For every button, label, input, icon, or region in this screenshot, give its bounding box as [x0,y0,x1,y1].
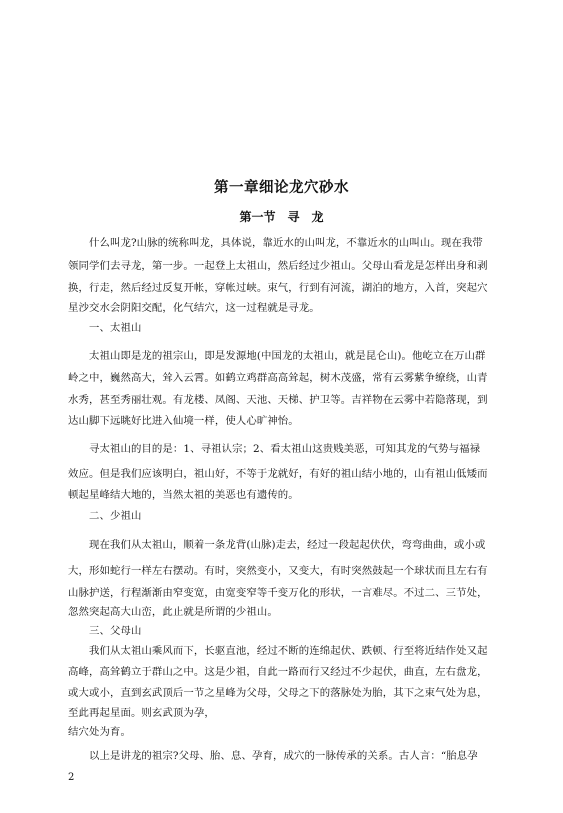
page-number: 2 [68,772,75,783]
body-line: 山脉护送，行程渐渐由窄变宽，由宽变窄等千变万化的形状，一言难尽。不过二、三节处， [68,587,488,599]
section-heading: 三、父母山 [68,625,142,637]
body-line: 什么叫龙?山脉的统称叫龙，具体说，靠近水的山叫龙，不靠近水的山叫山。现在我带 [68,237,483,249]
body-line: 星沙交水会阴阳交配，化气结穴，这一过程就是寻龙。 [68,302,320,314]
chapter-title: 第一章细论龙穴砂水 [214,179,349,196]
body-line: 高峰，高耸鹤立于群山之中。这是少祖，自此一路而行又经过不少起伏，曲直，左右盘龙， [68,666,488,678]
body-line: 至此再起星面。则玄武顶为孕， [68,707,215,719]
body-line: 水秀，甚至秀丽壮观。有龙楼、凤阁、天池、天梯、护卫等。吉祥物在云雾中若隐落现，到 [68,394,488,406]
body-line: 以上是讲龙的祖宗?父母、胎、息、孕育，成穴的一脉传承的关系。古人言：“胎息孕 [68,750,478,762]
body-line: 领同学们去寻龙，第一步。一起登上太祖山，然后经过少祖山。父母山看龙是怎样出身和剥 [68,260,488,272]
section-heading: 一、太祖山 [68,322,142,334]
body-line: 顿起星峰结大地的，当然太祖的美恶也有遗传的。 [68,489,299,501]
body-line: 岭之中，巍然高大，耸入云霄。如鹤立鸡群高高耸起，树木茂盛，常有云雾紫争缭绕，山青 [68,372,488,384]
body-line: 换，行走，然后经过反复开帐，穿帐过峡。束气，行到有河流，湖泊的地方，入首，突起穴 [68,282,488,294]
body-line: 或大或小，直到玄武顶后一节之星峰为父母，父母之下的落脉处为胎，其下之束气处为息， [68,687,488,699]
body-line: 结穴处为育。 [68,726,131,738]
section-heading: 二、少祖山 [68,510,142,522]
body-line: 我们从太祖山乘风而下，长驱直池，经过不断的连绵起伏、跌顿、行至将近结作处又起 [68,645,488,657]
body-line: 忽然突起高大山峦，此止就是所谓的少祖山。 [68,606,278,618]
body-line: 太祖山即是龙的祖宗山，即是发源地(中国龙的太祖山，就是昆仑山)。他屹立在万山群 [68,350,486,362]
section-title: 第一节 寻 龙 [239,210,324,224]
body-line: 大，形如蛇行一样左右摆动。有时，突然变小，又变大，有时突然鼓起一个球状而且左右有 [68,565,488,577]
body-line: 寻太祖山的目的是：1、寻祖认宗；2、看太祖山这贵贱美恶，可知其龙的气势与福禄 [68,443,481,455]
body-line: 达山脚下远眺好比进入仙境一样，使人心旷神怡。 [68,415,299,427]
body-line: 现在我们从太祖山，顺着一条龙背(山脉)走去，经过一段起起伏伏，弯弯曲曲，或小或 [68,539,486,551]
body-line: 效应。但是我们应该明白，祖山好，不等于龙就好，有好的祖山结小地的，山有祖山低矮而 [68,468,488,480]
